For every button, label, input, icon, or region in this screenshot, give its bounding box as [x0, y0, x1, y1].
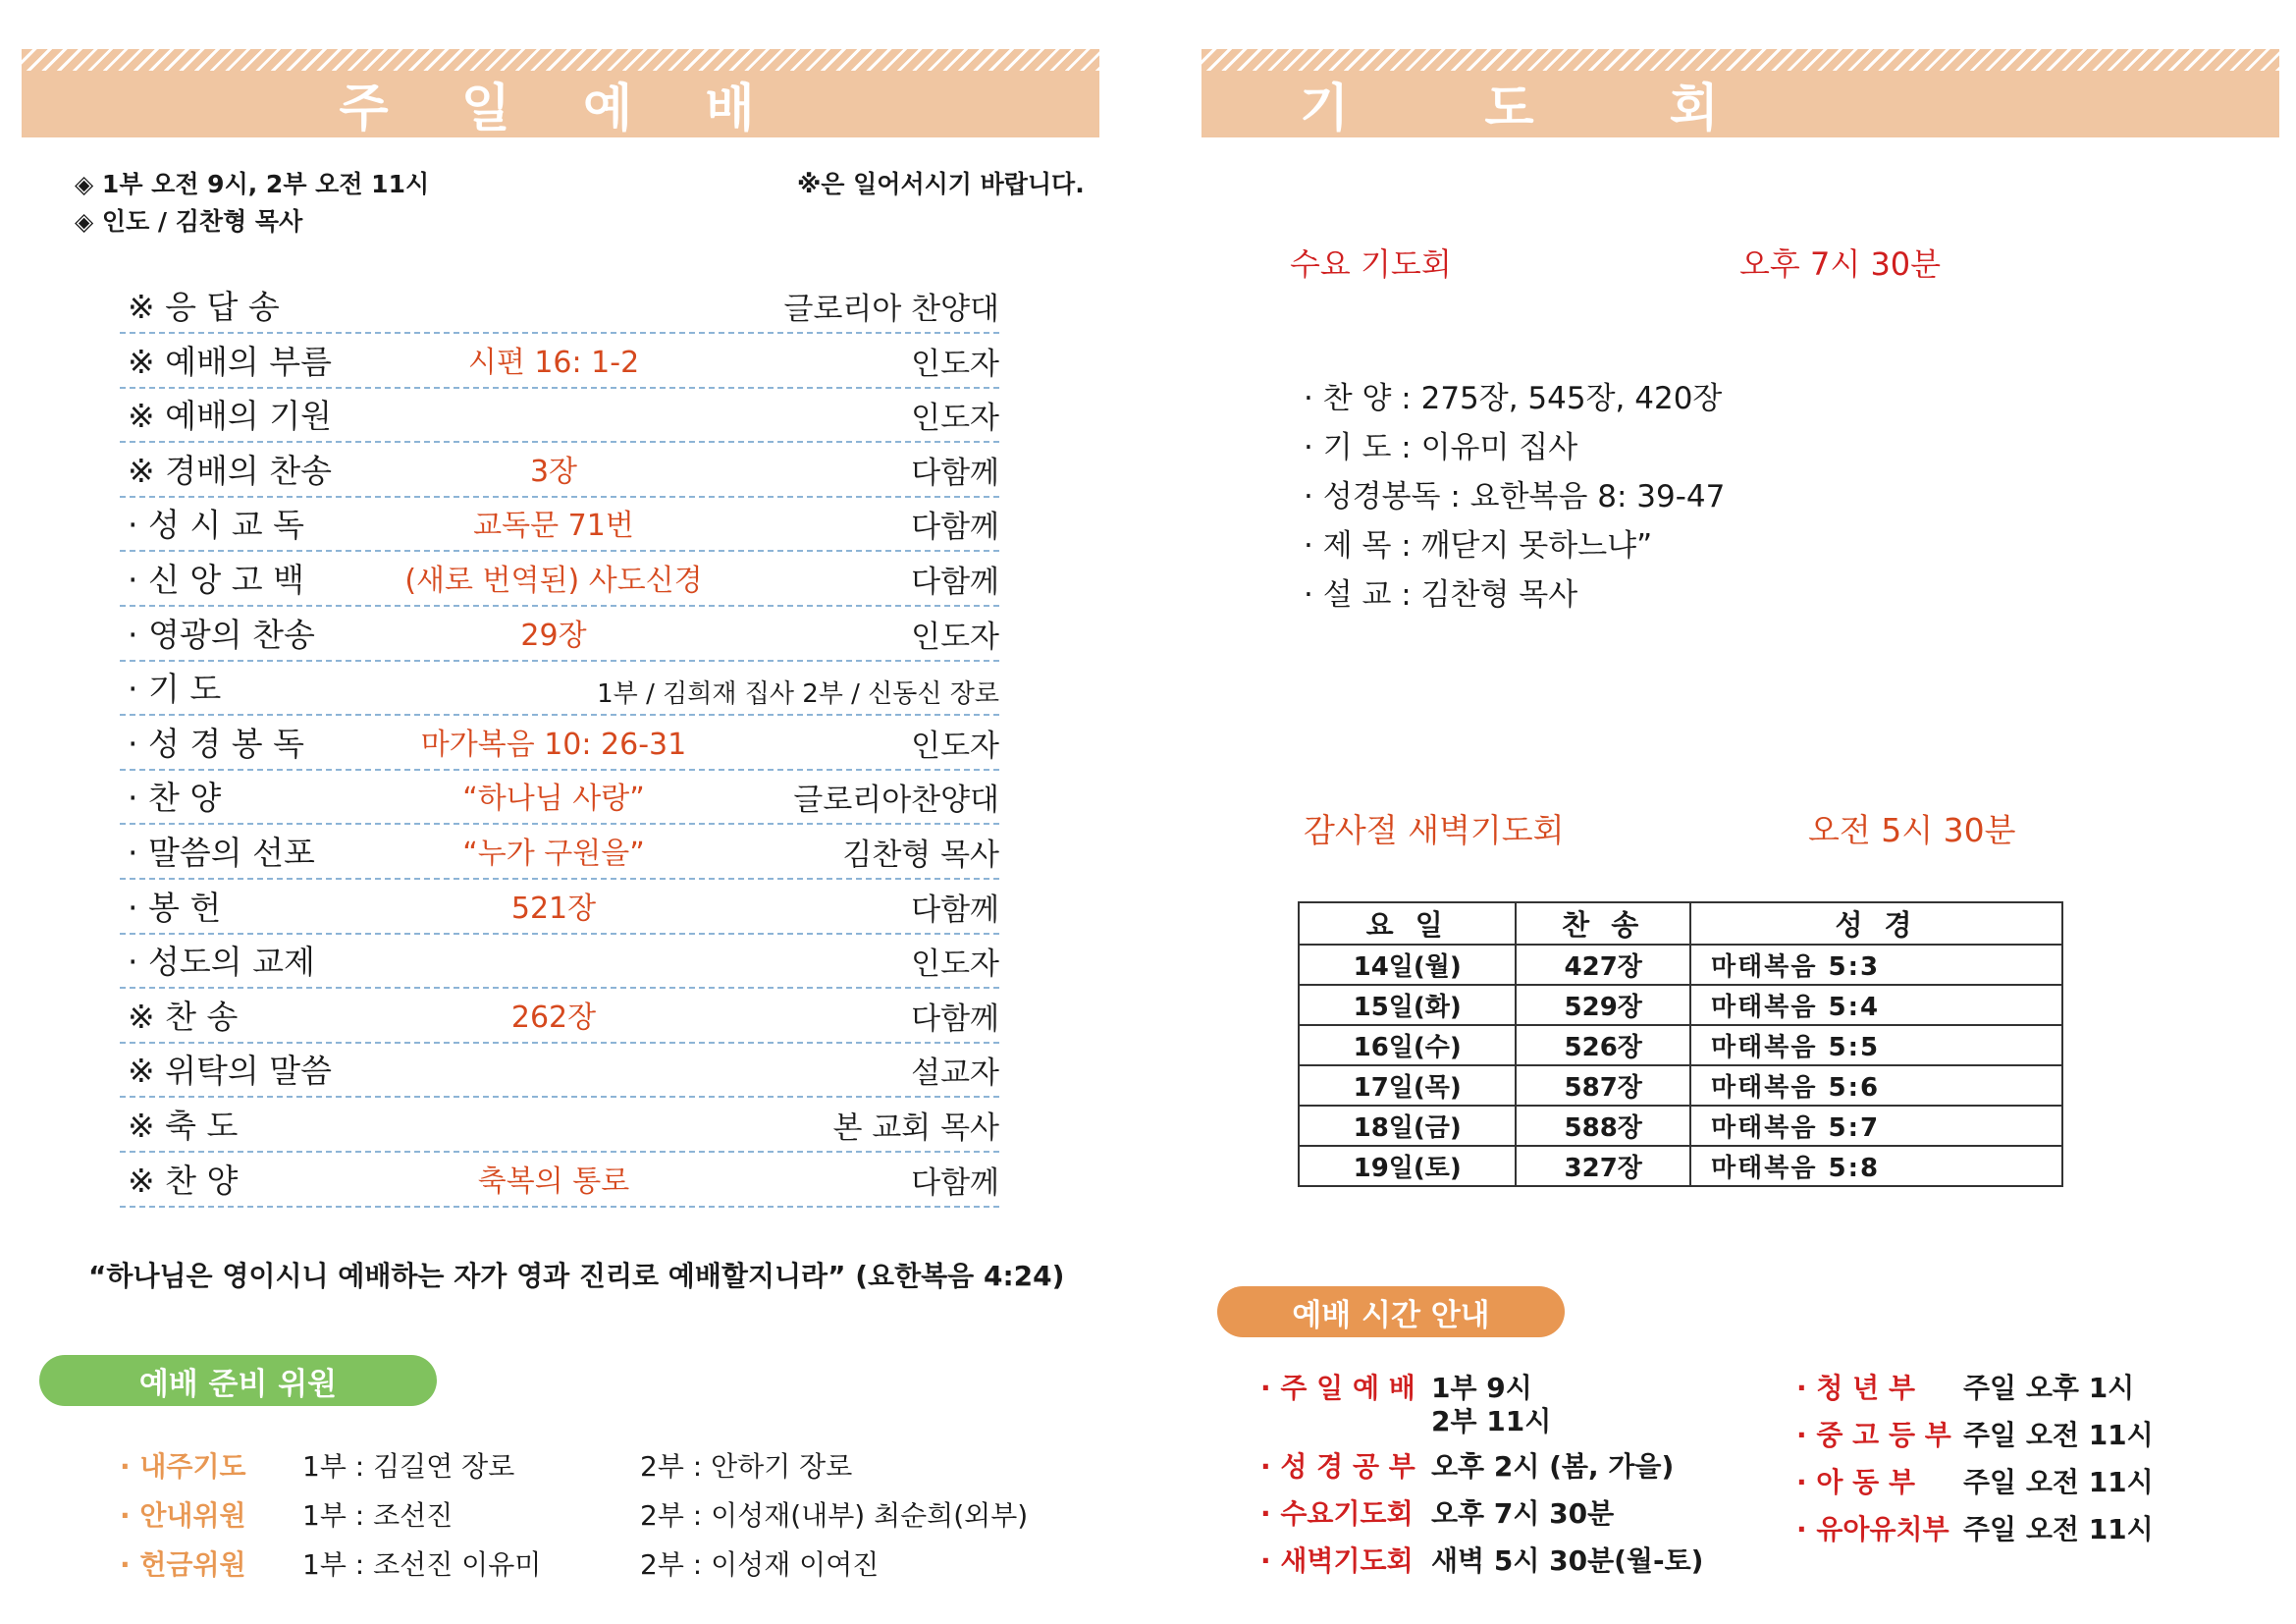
order-item-name: · 성 경 봉 독 — [128, 724, 304, 763]
table-row — [120, 554, 999, 607]
order-item-leader: 다함께 — [911, 892, 999, 928]
order-item-leader: 김찬형 목사 — [842, 838, 999, 873]
table-row — [120, 445, 999, 498]
order-item-name: ※ 위탁의 말씀 — [128, 1052, 333, 1091]
table-cell-day: 17일(목) — [1299, 1065, 1516, 1106]
prayer-banner: 기 도 회 — [1201, 49, 2279, 137]
order-item-leader: 인도자 — [911, 728, 999, 764]
table-cell-day: 15일(화) — [1299, 985, 1516, 1025]
table-cell-hymn: 529장 — [1516, 985, 1690, 1025]
order-item-leader: 다함께 — [911, 1001, 999, 1037]
wednesday-item: · 찬 양 : 275장, 545장, 420장 — [1304, 381, 1723, 416]
order-item-leader: 설교자 — [911, 1056, 999, 1092]
schedule-value: 새벽 5시 30분(월-토) — [1431, 1544, 1704, 1577]
table-cell-scripture: 마태복음 5:3 — [1690, 945, 2062, 985]
committee-first-service: 1부 : 조선진 이유미 — [302, 1548, 542, 1581]
order-item-leader: 다함께 — [911, 455, 999, 491]
table-row — [120, 1155, 999, 1208]
table-row — [120, 1100, 999, 1153]
table-cell-day: 18일(금) — [1299, 1106, 1516, 1146]
order-item-leader: 인도자 — [911, 401, 999, 437]
table-cell-day: 19일(토) — [1299, 1146, 1516, 1186]
order-item-name: ※ 경배의 찬송 — [128, 451, 333, 490]
table-cell-hymn: 587장 — [1516, 1065, 1690, 1106]
order-item-detail: 마가복음 10: 26-31 — [420, 727, 687, 762]
dawn-prayer-table — [1298, 901, 2063, 1187]
department-time: 주일 오전 11시 — [1963, 1419, 2154, 1451]
order-item-name: ※ 예배의 기원 — [128, 397, 333, 436]
order-item-detail: (새로 번역된) 사도신경 — [404, 564, 703, 598]
schedule-value: 2부 11시 — [1431, 1405, 1552, 1437]
header-hymn: 찬 송 — [1516, 902, 1690, 945]
committee-second-service: 2부 : 안하기 장로 — [640, 1450, 853, 1483]
table-row — [120, 281, 999, 334]
committee-first-service: 1부 : 조선진 — [302, 1499, 454, 1532]
order-item-detail: 교독문 71번 — [473, 509, 634, 544]
table-row — [120, 336, 999, 389]
department-time: 주일 오전 11시 — [1963, 1466, 2154, 1498]
order-item-detail: 축복의 통로 — [477, 1164, 630, 1199]
table-cell-hymn: 427장 — [1516, 945, 1690, 985]
order-item-leader: 본 교회 목사 — [832, 1110, 999, 1146]
order-item-leader: 글로리아 찬양대 — [783, 292, 999, 327]
schedule-value: 오후 7시 30분 — [1431, 1497, 1615, 1530]
order-item-name: · 영광의 찬송 — [128, 615, 315, 654]
standing-note: ※은 일어서시기 바랍니다. — [797, 170, 1085, 198]
department-time: 주일 오전 11시 — [1963, 1513, 2154, 1545]
order-item-leader: 인도자 — [911, 619, 999, 655]
wednesday-item: · 기 도 : 이유미 집사 — [1304, 430, 1578, 465]
table-row — [1299, 945, 2062, 985]
order-item-detail: 3장 — [529, 454, 578, 489]
wednesday-time: 오후 7시 30분 — [1739, 245, 1942, 283]
table-cell-day: 14일(월) — [1299, 945, 1516, 985]
order-item-detail: “누가 구원을” — [462, 837, 645, 871]
table-row — [120, 991, 999, 1044]
header-scripture: 성 경 — [1690, 902, 2062, 945]
scripture-quote: “하나님은 영이시니 예배하는 자가 영과 진리로 예배할지니라” (요한복음 4:24) — [88, 1260, 1065, 1292]
table-header-row — [1299, 902, 2062, 945]
table-cell-scripture: 마태복음 5:5 — [1690, 1025, 2062, 1065]
table-row — [1299, 1025, 2062, 1065]
order-item-name: · 말씀의 선포 — [128, 834, 315, 872]
table-cell-scripture: 마태복음 5:7 — [1690, 1106, 2062, 1146]
committee-label: · 헌금위원 — [120, 1548, 246, 1581]
order-item-detail: “하나님 사랑” — [462, 782, 645, 817]
committee-second-service: 2부 : 이성재(내부) 최순희(외부) — [640, 1499, 1029, 1532]
order-item-detail: 시편 16: 1-2 — [467, 345, 640, 380]
order-item-leader: 다함께 — [911, 565, 999, 600]
table-cell-day: 16일(수) — [1299, 1025, 1516, 1065]
order-item-name: ※ 예배의 부름 — [128, 342, 333, 381]
table-row — [120, 936, 999, 989]
service-times: ◈ 1부 오전 9시, 2부 오전 11시 — [75, 170, 430, 198]
leader-info: ◈ 인도 / 김찬형 목사 — [75, 207, 303, 236]
table-row — [1299, 1065, 2062, 1106]
schedule-label: · 주 일 예 배 — [1260, 1372, 1415, 1404]
order-item-leader: 1부 / 김희재 집사 2부 / 신동신 장로 — [597, 679, 999, 710]
table-cell-scripture: 마태복음 5:4 — [1690, 985, 2062, 1025]
order-item-name: ※ 찬 양 — [128, 1161, 239, 1200]
table-cell-hymn: 327장 — [1516, 1146, 1690, 1186]
committee-label: · 안내위원 — [120, 1499, 246, 1532]
dawn-time: 오전 5시 30분 — [1808, 811, 2016, 849]
order-item-leader: 인도자 — [911, 346, 999, 382]
order-item-name: · 찬 양 — [128, 779, 222, 818]
schedule-label: · 새벽기도회 — [1260, 1544, 1414, 1577]
table-row — [120, 772, 999, 825]
order-item-name: ※ 축 도 — [128, 1107, 239, 1145]
order-item-leader: 인도자 — [911, 947, 999, 983]
order-item-name: · 봉 헌 — [128, 888, 222, 927]
order-item-detail: 521장 — [510, 891, 597, 926]
table-row — [120, 827, 999, 880]
table-cell-scripture: 마태복음 5:6 — [1690, 1065, 2062, 1106]
table-row — [120, 1045, 999, 1098]
order-item-leader: 다함께 — [911, 510, 999, 546]
order-item-name: · 성 시 교 독 — [128, 506, 304, 545]
order-item-name: · 기 도 — [128, 670, 222, 709]
order-item-name: · 성도의 교제 — [128, 943, 315, 982]
wednesday-title: 수요 기도회 — [1290, 245, 1452, 283]
wednesday-item: · 성경봉독 : 요한복음 8: 39-47 — [1304, 479, 1726, 514]
header-day: 요 일 — [1299, 902, 1516, 945]
order-item-detail: 29장 — [520, 618, 587, 653]
table-row — [120, 663, 999, 716]
worship-banner: 주 일 예 배 — [22, 49, 1099, 137]
committee-title: 예배 준비 위원 — [39, 1355, 437, 1406]
table-row — [1299, 985, 2062, 1025]
order-item-leader: 다함께 — [911, 1164, 999, 1201]
dawn-title: 감사절 새벽기도회 — [1304, 811, 1565, 849]
department-label: · 청 년 부 — [1796, 1372, 1916, 1404]
committee-second-service: 2부 : 이성재 이여진 — [640, 1548, 880, 1581]
department-label: · 중 고 등 부 — [1796, 1419, 1951, 1451]
table-row — [1299, 1146, 2062, 1186]
schedule-value: 오후 2시 (봄, 가을) — [1431, 1450, 1675, 1483]
table-cell-hymn: 526장 — [1516, 1025, 1690, 1065]
table-cell-hymn: 588장 — [1516, 1106, 1690, 1146]
schedule-label: · 성 경 공 부 — [1260, 1450, 1415, 1483]
department-time: 주일 오후 1시 — [1963, 1372, 2135, 1404]
table-cell-scripture: 마태복음 5:8 — [1690, 1146, 2062, 1186]
table-row — [120, 609, 999, 662]
order-item-detail: 262장 — [510, 1000, 597, 1035]
wednesday-item: · 제 목 : 깨닫지 못하느냐” — [1304, 528, 1653, 564]
schedule-value: 1부 9시 — [1431, 1372, 1532, 1404]
order-item-name: ※ 응 답 송 — [128, 288, 280, 326]
order-item-leader: 글로리아찬양대 — [793, 783, 999, 819]
schedule-title: 예배 시간 안내 — [1217, 1286, 1565, 1337]
committee-label: · 내주기도 — [120, 1450, 246, 1483]
table-row — [1299, 1106, 2062, 1146]
table-row — [120, 882, 999, 935]
department-label: · 아 동 부 — [1796, 1466, 1916, 1498]
department-label: · 유아유치부 — [1796, 1513, 1949, 1545]
wednesday-item: · 설 교 : 김찬형 목사 — [1304, 577, 1578, 613]
order-item-name: ※ 찬 송 — [128, 997, 239, 1036]
schedule-label: · 수요기도회 — [1260, 1497, 1414, 1530]
table-row — [120, 390, 999, 443]
table-row — [120, 718, 999, 771]
table-row — [120, 499, 999, 552]
committee-first-service: 1부 : 김길연 장로 — [302, 1450, 515, 1483]
order-item-name: · 신 앙 고 백 — [128, 561, 304, 599]
